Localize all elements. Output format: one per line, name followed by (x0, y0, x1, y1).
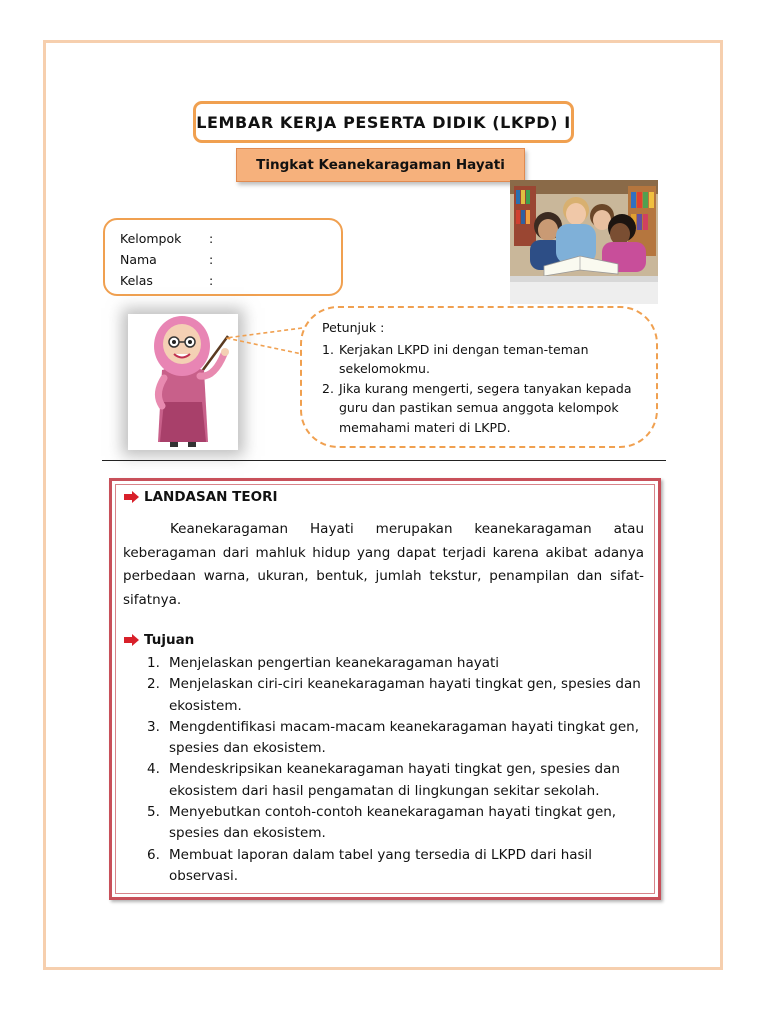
list-text: Menyebutkan contoh-contoh keanekaragaman hayati tingkat gen, spesies dan ekosistem. (169, 804, 617, 842)
identity-label: Nama (120, 252, 157, 267)
list-text: Kerjakan LKPD ini dengan teman-teman sekelomokmu. (339, 341, 589, 376)
list-text: Membuat laporan dalam tabel yang tersedia di LKPD dari hasil observasi. (169, 846, 593, 884)
worksheet-subtitle: Tingkat Keanekaragaman Hayati (236, 148, 525, 182)
instructions-bubble (300, 306, 658, 448)
worksheet-title: LEMBAR KERJA PESERTA DIDIK (LKPD) I (193, 101, 574, 143)
list-item (322, 379, 642, 438)
list-text: Mengdentifikasi macam-macam keanekaragaman hayati tingkat gen, spesies dan ekosistem. (169, 718, 640, 757)
red-arrow-icon (124, 634, 139, 646)
list-number: 2. (322, 380, 334, 396)
list-text: Menjelaskan pengertian keanekaragaman hayati (169, 655, 500, 671)
list-text: Menjelaskan ciri-ciri keanekaragaman hayati tingkat gen, spesies dan ekosistem. (169, 676, 641, 714)
theory-heading-text: LANDASAN TEORI (144, 489, 278, 505)
list-item (147, 717, 647, 760)
list-number: 4. (147, 761, 160, 778)
identity-separator: : (209, 252, 214, 267)
list-number: 1. (322, 341, 334, 357)
list-number: 1. (147, 655, 160, 671)
list-text: Mendeskripsikan keanekaragaman hayati tingkat gen, spesies dan ekosistem dari hasil pengamatan di lingkungan sekitar sekolah. (169, 761, 620, 799)
goals-heading-text: Tujuan (144, 632, 195, 648)
list-item (147, 845, 647, 888)
list-item (147, 674, 647, 717)
list-item (322, 340, 642, 379)
teacher-illustration (128, 314, 238, 450)
identity-box (103, 218, 343, 296)
students-reading-photo (510, 180, 658, 304)
goals-list (147, 653, 647, 887)
goals-heading (124, 632, 194, 648)
section-divider (102, 460, 666, 461)
list-number: 6. (147, 846, 160, 863)
list-number: 2. (147, 676, 160, 693)
identity-row-kelompok (120, 228, 341, 249)
identity-separator: : (209, 231, 214, 246)
red-arrow-icon (124, 491, 139, 503)
identity-row-kelas (120, 270, 341, 291)
theory-paragraph: Keanekaragaman Hayati merupakan keanekaragaman atau keberagaman dari mahluk hidup yang dapat terjadi karena akibat adanya perbedaan warna, ukuran, bentuk, jumlah tekstur, penampilan dan sifat-sifatnya. (123, 521, 644, 608)
list-text: Jika kurang mengerti, segera tanyakan kepada guru dan pastikan semua anggota kelompok memahami materi di LKPD. (339, 380, 632, 435)
identity-row-nama (120, 249, 341, 270)
list-number: 5. (147, 804, 160, 821)
identity-separator: : (209, 273, 214, 288)
identity-label: Kelompok (120, 231, 182, 246)
instructions-title: Petunjuk : (322, 320, 385, 335)
theory-heading (124, 489, 278, 505)
list-item (147, 759, 647, 802)
instructions-list (322, 340, 642, 438)
list-item (147, 653, 647, 674)
list-item (147, 802, 647, 845)
list-number: 3. (147, 718, 160, 735)
identity-label: Kelas (120, 273, 153, 288)
speech-bubble-tail (224, 324, 304, 364)
